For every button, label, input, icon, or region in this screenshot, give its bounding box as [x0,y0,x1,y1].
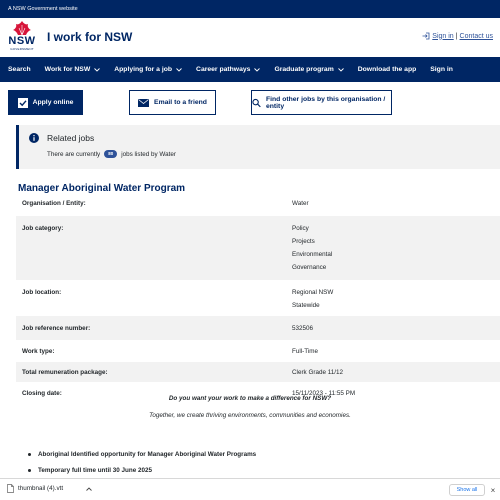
detail-row-job-location [16,280,500,316]
waratah-logo-icon [13,21,31,35]
nav-item-career-pathways[interactable] [196,66,260,73]
detail-value: Water [292,200,309,207]
detail-values [292,369,343,382]
chevron-up-icon[interactable] [86,487,92,491]
detail-value: Policy [292,225,309,232]
detail-label: Job category: [22,225,64,232]
detail-values [292,289,333,315]
file-icon [7,484,14,493]
nav-item-search[interactable] [8,66,31,73]
email-to-friend-label: Email to a friend [154,99,207,106]
detail-value: Statewide [292,302,320,309]
contact-us-link[interactable]: Contact us [459,32,493,40]
find-other-jobs-button[interactable] [251,90,392,115]
nav-item-label: Applying for a job [114,66,173,73]
sign-in-icon [422,32,430,40]
detail-value: Full-Time [292,348,319,355]
chevron-down-icon [94,68,100,72]
download-filename: thumbnail (4).vtt [18,485,64,492]
nav-item-label: Graduate program [274,66,334,73]
main-navigation [0,57,500,82]
detail-row-remuneration [16,362,500,382]
close-icon[interactable]: × [490,485,496,495]
chevron-down-icon [176,68,182,72]
show-all-button[interactable]: Show all [449,484,485,496]
site-header [0,18,500,56]
detail-values [292,325,313,338]
detail-label: Job location: [22,289,62,296]
apply-online-label: Apply online [32,99,74,106]
job-highlights-list [28,446,256,478]
chevron-down-icon [254,68,260,72]
nav-item-download-app[interactable] [358,66,417,73]
nsw-logo[interactable] [7,21,37,54]
header-links [422,32,493,40]
detail-value: Regional NSW [292,289,334,296]
find-other-jobs-label: Find other jobs by this organisation / entity [265,95,386,110]
sign-in-link[interactable]: Sign in [432,32,454,40]
job-details-table [16,196,500,404]
detail-value: Governance [292,264,327,271]
link-separator: | [455,32,458,40]
search-icon [252,98,261,108]
detail-value: 532506 [292,325,314,332]
list-item-text: Aboriginal Identified opportunity for Manager Aboriginal Water Programs [38,450,257,458]
related-jobs-panel [16,125,500,169]
nav-item-work-for-nsw[interactable] [45,66,101,73]
bullet-icon [28,453,31,456]
detail-values [292,200,309,213]
logo-wordmark: NSW [8,35,36,47]
detail-value: Clerk Grade 11/12 [292,369,343,376]
detail-row-organisation [16,196,500,216]
checkbox-checked-icon [18,98,28,108]
bullet-icon [28,469,31,472]
detail-values [292,225,332,277]
nav-item-graduate-program[interactable] [274,66,343,73]
related-jobs-title: Related jobs [47,133,95,143]
nav-item-label: Career pathways [196,66,251,73]
site-title[interactable]: I work for NSW [47,30,133,44]
nav-item-label: Download the app [357,66,417,73]
info-icon [29,133,39,143]
list-item-text: Temporary full time until 30 June 2025 [38,466,152,474]
detail-value: 15/11/2023 - 11:55 PM [292,390,356,397]
job-count-badge[interactable]: 80 [104,150,117,158]
related-jobs-text-after: jobs listed by Water [121,150,176,158]
detail-label: Job reference number: [22,325,91,332]
detail-label: Closing date: [22,390,62,397]
job-title: Manager Aboriginal Water Program [18,183,186,194]
list-item [28,462,256,478]
detail-label: Total remuneration package: [22,369,108,376]
logo-subtitle: GOVERNMENT [10,47,34,51]
nav-item-label: Search [8,66,31,73]
nav-item-sign-in[interactable] [430,66,453,73]
government-banner [0,0,500,18]
detail-value: Projects [292,238,315,245]
detail-value: Environmental [292,251,333,258]
nav-item-applying-for-a-job[interactable] [114,66,182,73]
detail-row-reference-number [16,316,500,340]
apply-online-button[interactable] [8,90,83,115]
list-item [28,446,256,462]
tagline-question: Do you want your work to make a difference for NSW? [168,395,332,402]
email-to-friend-button[interactable] [129,90,216,115]
download-item[interactable] [7,484,92,493]
detail-row-work-type [16,340,500,362]
envelope-icon [138,99,149,107]
related-jobs-text-before: There are currently [47,150,101,158]
detail-row-job-category [16,216,500,280]
related-jobs-text [47,150,176,158]
nav-item-label: Sign in [430,66,453,73]
detail-label: Work type: [22,348,55,355]
government-banner-text: A NSW Government website [8,6,78,12]
tagline-statement: Together, we create thriving environments, communities and economies. [149,412,351,419]
detail-values [292,348,318,361]
chevron-down-icon [338,68,344,72]
detail-label: Organisation / Entity: [22,200,86,207]
download-bar [0,478,500,500]
nav-item-label: Work for NSW [44,66,91,73]
